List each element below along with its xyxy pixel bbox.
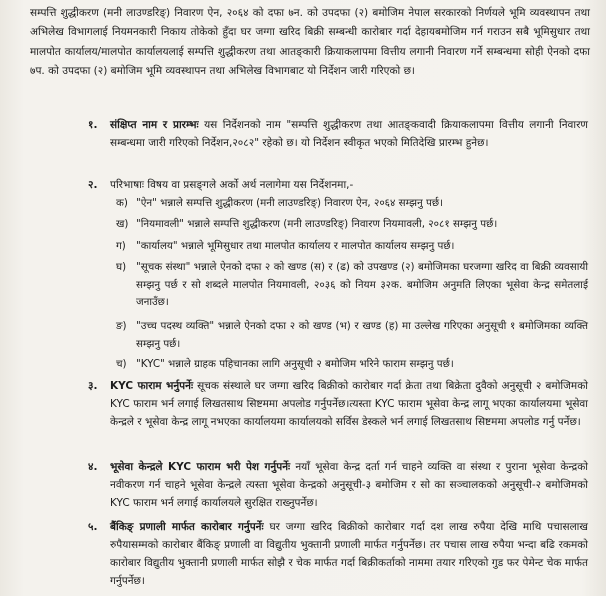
section-3: [88, 377, 588, 453]
section-number: ५.: [88, 521, 98, 533]
section-heading: KYC फाराम भर्नुपर्नेः: [110, 380, 194, 392]
section-1: [88, 116, 588, 172]
definition-marker: ग): [116, 240, 126, 252]
section-heading: परिभाषाः: [110, 179, 144, 191]
definition-marker: घ): [116, 261, 127, 273]
definition-marker: ङ): [116, 320, 127, 332]
section-text: घर जग्गा खरिद बिक्रीको कारोबार गर्दा दश लाख रुपैया देखि माथि पचासलाख रुपैयासम्मको कारोबार बैंकिङ्‌ प्रणाली वा विद्युतीय भुक्तानी प्रणाली मार्फत गर्नुपर्नेछ। तर पचास लाख रुपैया भन्दा बढि रकमको कारोबार विद्युतीय भुक्तानी प्रणाली मार्फत सोझै र चेक मार्फत गर्दा बिक्रीकर्ताको नाममा तयार गरिएको गुड फर पेमेन्ट चेक मार्फत गर्नुपर्नेछ।: [110, 521, 588, 587]
section-text: यस निर्देशनको नाम "सम्पत्ति शुद्धीकरण तथा आतङ्‌कवादी क्रियाकलापमा वित्तीय लगानी निवारण सम्बन्धमा जारी गरिएको निर्देशन,२०८२" रहेको छ। यो निर्देशन स्वीकृत भएको मितिदेखि प्रारम्भ हुनेछ।: [110, 119, 589, 149]
definition-text: "उच्च पदस्थ व्यक्ति" भन्नाले ऐनको दफा २ को खण्ड (भ) र खण्ड (ह) मा उल्लेख गरिएका अनुसूची १ बमोजिमका व्यक्ति सम्झनु पर्छ।: [136, 320, 588, 350]
definition-marker: च): [116, 358, 127, 370]
section-number: १.: [88, 119, 98, 131]
section-text: नयाँ भूसेवा केन्द्र दर्ता गर्न चाहने व्यक्ति वा संस्था र पुराना भूसेवा केन्द्रको नवीकरण गर्न चाहने भूसेवा केन्द्रले त्यस्ता भूसेवा केन्द्रको अनुसूची-३ बमोजिम र सो का सञ्चालकको अनुसूची-२ बमोजिमको KYC फाराम भर्न लगाई कार्यालयले सुरक्षित राख्नुपर्नेछ।: [110, 461, 588, 509]
definition-marker: ख): [116, 218, 129, 230]
definition-text: "नियमावली" भन्नाले सम्पत्ति शुद्धीकरण (मनी लाउण्डरिङ्) निवारण नियमावली, २०८१ सम्झनु पर्छ।: [136, 218, 498, 230]
definition-text: "KYC" भन्नाले ग्राहक पहिचानका लागि अनुसूची २ बमोजिम भरिने फाराम सम्झनु पर्छ।: [136, 358, 454, 370]
section-number: ३.: [88, 380, 98, 392]
definition-text: "ऐन" भन्नाले सम्पत्ति शुद्धीकरण (मनी लाउण्डरिङ्) निवारण ऐन, २०६४ सम्झनु पर्छ।: [136, 197, 443, 209]
section-heading: संक्षिप्त नाम र प्रारम्भः: [110, 119, 199, 131]
section-number: २.: [88, 179, 98, 191]
section-text: सूचक संस्थाले घर जग्गा खरिद बिक्रीको कारोबार गर्दा क्रेता तथा बिक्रेता दुवैको अनुसूची २ बमोजिमको KYC फाराम भर्न लगाई लिखतसाथ सिष्टममा अपलोड गर्नुपर्नेछ।त्यस्ता KYC फाराम भूसेवा केन्द्र लागू भएका कार्यालयमा भूसेवा केन्द्रले र भूसेवा केन्द्र लागू नभएका कार्यालयमा कार्यालयको सर्विस डेस्कले भर्न लगाई लिखतसाथ सिष्टममा अपलोड गर्नु पर्नेछ।: [110, 380, 588, 428]
section-2: [88, 176, 588, 194]
section-5: [88, 518, 588, 594]
definition-text: "सूचक संस्था" भन्नाले ऐनको दफा २ को खण्ड (स) र (ढ) को उपखण्ड (२) बमोजिमका घरजग्गा खरिद वा बिक्री व्यवसायी सम्झनु पर्छ र सो शब्दले मालपोत नियमावली, २०३६ को नियम ३२क. बमोजिम अनुमति लिएका भूसेवा केन्द्र समेतलाई जनाउँछ।: [136, 261, 588, 308]
section-text: विषय वा प्रसङ्‌गले अर्को अर्थ नलागेमा यस निर्देशनमा,-: [147, 179, 354, 191]
definition-marker: क): [116, 197, 128, 209]
definition-text: "कार्यालय" भन्नाले भूमिसुधार तथा मालपोत कार्यालय र मालपोत कार्यालय सम्झनु पर्छ।: [136, 240, 455, 252]
intro-text: सम्पत्ति शुद्धीकरण (मनी लाउण्डरिङ्) निवारण ऐन, २०६४ को दफा ७न. को उपदफा (२) बमोजिम नेपाल सरकारको निर्णयले भूमि व्यवस्थापन तथा अभिलेख विभागलाई नियमनकारी निकाय तोकेको हुँदा घर जग्गा खरिद बिक्री सम्बन्धी कारोबार गर्दा देहायबमोजिम गर्न गराउन सबै भूमिसुधार तथा मालपोत कार्यालय/मालपोत कार्यालयलाई सम्पत्ति शुद्धीकरण तथा आतङ्‌कारी क्रियाकलापमा वित्तीय लगानी निवारण गर्ने सम्बन्धमा सोही ऐनको दफा ७प. को उपदफा (२) बमोजिम भूमि व्यवस्थापन तथा अभिलेख विभागबाट यो निर्देशन जारी गरिएको छ।: [30, 7, 590, 78]
section-heading: भूसेवा केन्द्रले KYC फाराम भरी पेश गर्नुपर्नेः: [110, 461, 291, 473]
section-heading: बैंकिङ्‌ प्रणाली मार्फत कारोबार गर्नुपर्नेः: [110, 521, 264, 533]
section-number: ४.: [88, 461, 98, 473]
intro-paragraph: [30, 4, 590, 82]
section-4: [88, 458, 588, 516]
